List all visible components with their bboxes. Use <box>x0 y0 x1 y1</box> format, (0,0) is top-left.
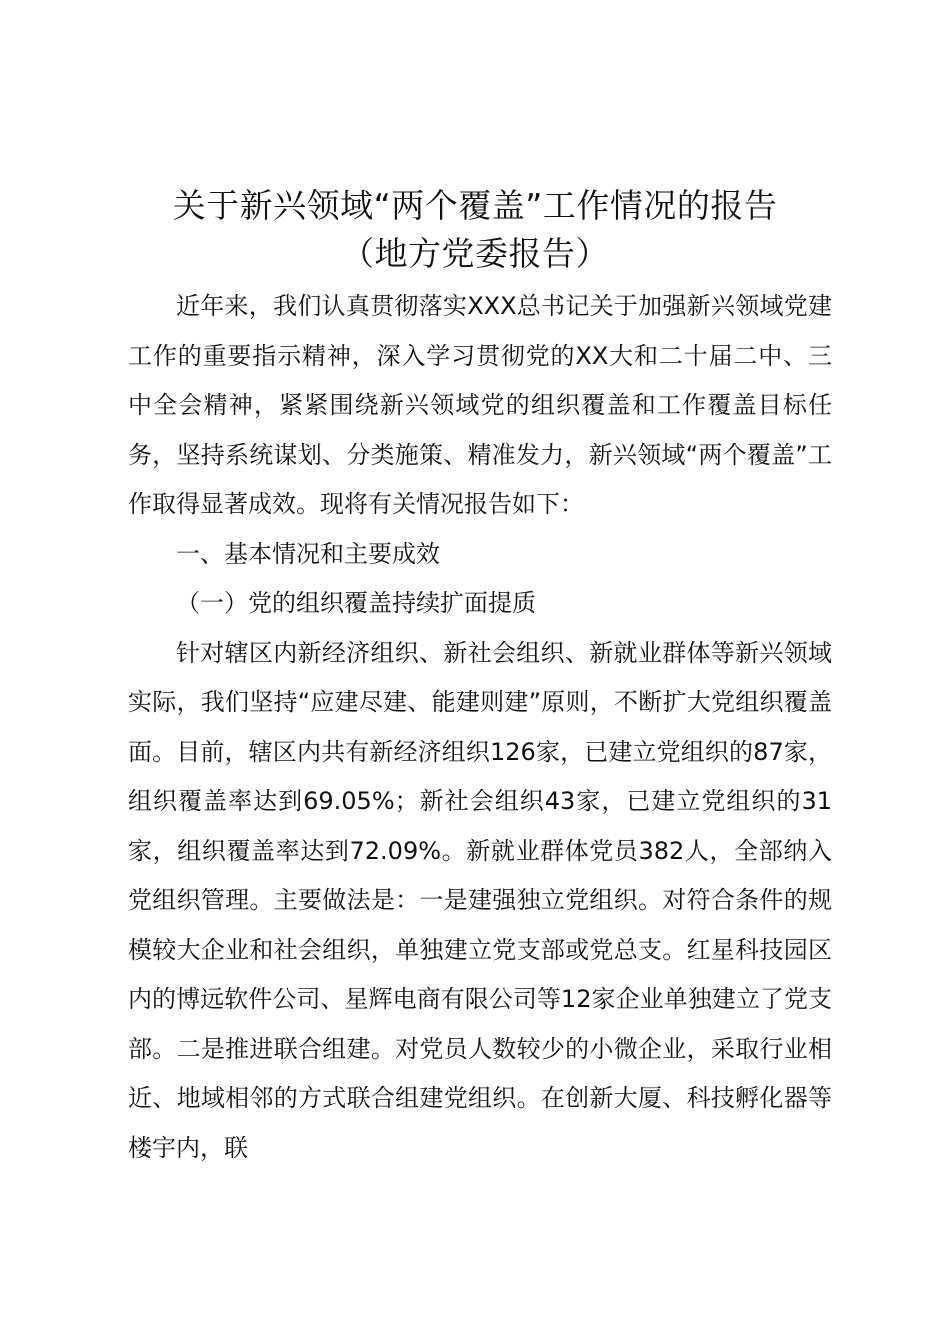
section-heading: 一、基本情况和主要成效 <box>176 539 440 568</box>
subsection-heading: （一）党的组织覆盖持续扩面提质 <box>176 589 536 617</box>
intro-paragraph: 近年来，我们认真贯彻落实XXX总书记关于加强新兴领域党建工作的重要指示精神，深入学习贯彻党的XX大和二十届二中、三中全会精神，紧紧围绕新兴领域党的组织覆盖和工作覆盖目标任务，坚持系统谋划、分类施策、精准发力，新兴领域“两个覆盖”工作取得显著成效。现将有关情况报告如下： <box>128 292 832 518</box>
document-body <box>128 282 832 1173</box>
document-title: 关于新兴领域“两个覆盖”工作情况的报告 <box>172 186 778 225</box>
document-subtitle: （地方党委报告） <box>341 234 609 273</box>
body-paragraph: 针对辖区内新经济组织、新社会组织、新就业群体等新兴领域实际，我们坚持“应建尽建、能建则建”原则，不断扩大党组织覆盖面。目前，辖区内共有新经济组织126家，已建立党组织的87家，组织覆盖率达到69.05%；新社会组织43家，已建立党组织的31家，组织覆盖率达到72.09%。新就业群体党员382人，全部纳入党组织管理。主要做法是：一是建强独立党组织。对符合条件的规模较大企业和社会组织，单独建立党支部或党总支。红星科技园区内的博远软件公司、星辉电商有限公司等12家企业单独建立了党支部。二是推进联合组建。对党员人数较少的小微企业，采取行业相近、地域相邻的方式联合组建党组织。在创新大厦、科技孵化器等楼宇内，联 <box>128 638 832 1162</box>
